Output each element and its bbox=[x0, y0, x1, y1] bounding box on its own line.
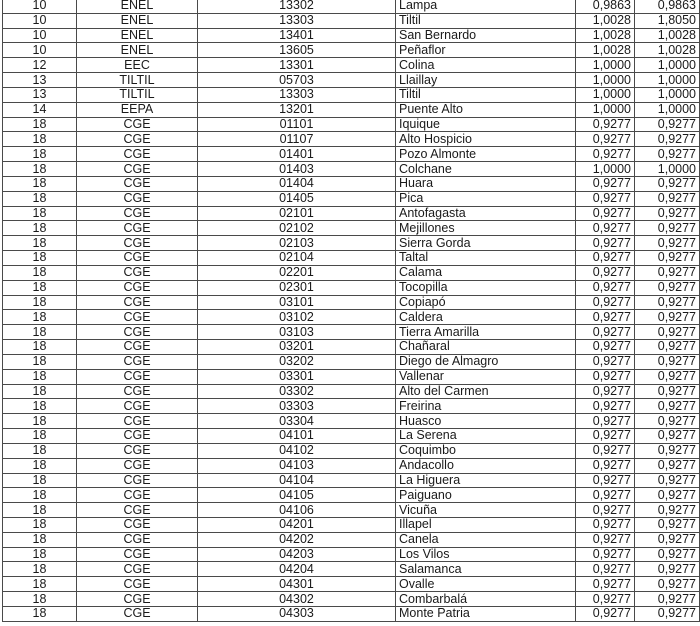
factor-1-cell: 0,9277 bbox=[576, 562, 635, 577]
group-cell: 18 bbox=[3, 473, 77, 488]
table-row bbox=[3, 147, 700, 162]
table-row bbox=[3, 73, 700, 88]
company-cell: CGE bbox=[77, 443, 198, 458]
factor-2-cell: 0,9277 bbox=[635, 532, 700, 547]
factor-2-cell: 1,0000 bbox=[635, 58, 700, 73]
group-cell: 18 bbox=[3, 295, 77, 310]
company-cell: CGE bbox=[77, 532, 198, 547]
group-cell: 18 bbox=[3, 399, 77, 414]
factor-2-cell: 0,9277 bbox=[635, 280, 700, 295]
commune-cell: Colina bbox=[396, 58, 576, 73]
group-cell: 18 bbox=[3, 606, 77, 621]
group-cell: 18 bbox=[3, 117, 77, 132]
commune-cell: Colchane bbox=[396, 162, 576, 177]
company-cell: CGE bbox=[77, 562, 198, 577]
factor-2-cell: 0,9277 bbox=[635, 399, 700, 414]
factor-2-cell: 0,9277 bbox=[635, 221, 700, 236]
factor-2-cell: 0,9277 bbox=[635, 429, 700, 444]
company-cell: CGE bbox=[77, 458, 198, 473]
commune-cell: Tocopilla bbox=[396, 280, 576, 295]
factor-1-cell: 1,0000 bbox=[576, 73, 635, 88]
tariff-table bbox=[2, 0, 700, 622]
commune-cell: Taltal bbox=[396, 251, 576, 266]
factor-2-cell: 0,9277 bbox=[635, 414, 700, 429]
code-cell: 03201 bbox=[198, 340, 396, 355]
table-row bbox=[3, 606, 700, 621]
factor-1-cell: 0,9277 bbox=[576, 310, 635, 325]
code-cell: 13302 bbox=[198, 0, 396, 13]
commune-cell: Huasco bbox=[396, 414, 576, 429]
commune-cell: Sierra Gorda bbox=[396, 236, 576, 251]
code-cell: 13401 bbox=[198, 28, 396, 43]
company-cell: CGE bbox=[77, 414, 198, 429]
group-cell: 18 bbox=[3, 488, 77, 503]
table-row bbox=[3, 0, 700, 13]
company-cell: CGE bbox=[77, 517, 198, 532]
factor-1-cell: 0,9277 bbox=[576, 265, 635, 280]
table-row bbox=[3, 176, 700, 191]
commune-cell: Tierra Amarilla bbox=[396, 325, 576, 340]
group-cell: 18 bbox=[3, 592, 77, 607]
factor-2-cell: 0,9277 bbox=[635, 117, 700, 132]
table-row bbox=[3, 458, 700, 473]
table-row bbox=[3, 191, 700, 206]
factor-2-cell: 0,9277 bbox=[635, 176, 700, 191]
code-cell: 04303 bbox=[198, 606, 396, 621]
company-cell: CGE bbox=[77, 354, 198, 369]
company-cell: CGE bbox=[77, 503, 198, 518]
group-cell: 18 bbox=[3, 325, 77, 340]
factor-2-cell: 0,9277 bbox=[635, 236, 700, 251]
commune-cell: Coquimbo bbox=[396, 443, 576, 458]
company-cell: CGE bbox=[77, 399, 198, 414]
code-cell: 01405 bbox=[198, 191, 396, 206]
company-cell: CGE bbox=[77, 369, 198, 384]
code-cell: 01107 bbox=[198, 132, 396, 147]
table-row bbox=[3, 251, 700, 266]
code-cell: 03103 bbox=[198, 325, 396, 340]
commune-cell: Lampa bbox=[396, 0, 576, 13]
factor-1-cell: 0,9277 bbox=[576, 280, 635, 295]
company-cell: CGE bbox=[77, 592, 198, 607]
table-row bbox=[3, 280, 700, 295]
factor-2-cell: 1,0000 bbox=[635, 87, 700, 102]
factor-2-cell: 0,9277 bbox=[635, 606, 700, 621]
table-row bbox=[3, 236, 700, 251]
table-row bbox=[3, 102, 700, 117]
company-cell: CGE bbox=[77, 325, 198, 340]
factor-2-cell: 0,9277 bbox=[635, 265, 700, 280]
code-cell: 04203 bbox=[198, 547, 396, 562]
factor-2-cell: 0,9277 bbox=[635, 443, 700, 458]
commune-cell: Calama bbox=[396, 265, 576, 280]
factor-1-cell: 0,9277 bbox=[576, 503, 635, 518]
factor-2-cell: 0,9277 bbox=[635, 517, 700, 532]
commune-cell: Tiltil bbox=[396, 87, 576, 102]
code-cell: 04103 bbox=[198, 458, 396, 473]
group-cell: 13 bbox=[3, 87, 77, 102]
table-body bbox=[3, 0, 700, 621]
factor-2-cell: 0,9277 bbox=[635, 562, 700, 577]
table-row bbox=[3, 87, 700, 102]
commune-cell: Chañaral bbox=[396, 340, 576, 355]
group-cell: 18 bbox=[3, 147, 77, 162]
table-row bbox=[3, 429, 700, 444]
group-cell: 12 bbox=[3, 58, 77, 73]
group-cell: 18 bbox=[3, 191, 77, 206]
factor-1-cell: 0,9277 bbox=[576, 384, 635, 399]
company-cell: CGE bbox=[77, 310, 198, 325]
company-cell: CGE bbox=[77, 547, 198, 562]
group-cell: 10 bbox=[3, 0, 77, 13]
factor-1-cell: 0,9277 bbox=[576, 488, 635, 503]
company-cell: EEC bbox=[77, 58, 198, 73]
table-row bbox=[3, 354, 700, 369]
table-row bbox=[3, 443, 700, 458]
group-cell: 18 bbox=[3, 354, 77, 369]
code-cell: 03304 bbox=[198, 414, 396, 429]
factor-1-cell: 1,0028 bbox=[576, 28, 635, 43]
factor-1-cell: 0,9277 bbox=[576, 147, 635, 162]
commune-cell: Los Vilos bbox=[396, 547, 576, 562]
factor-1-cell: 0,9277 bbox=[576, 117, 635, 132]
factor-1-cell: 0,9277 bbox=[576, 325, 635, 340]
group-cell: 10 bbox=[3, 43, 77, 58]
commune-cell: Combarbalá bbox=[396, 592, 576, 607]
factor-1-cell: 0,9277 bbox=[576, 251, 635, 266]
commune-cell: Salamanca bbox=[396, 562, 576, 577]
group-cell: 18 bbox=[3, 532, 77, 547]
group-cell: 18 bbox=[3, 280, 77, 295]
company-cell: CGE bbox=[77, 295, 198, 310]
factor-2-cell: 0,9277 bbox=[635, 295, 700, 310]
factor-2-cell: 0,9277 bbox=[635, 592, 700, 607]
table-row bbox=[3, 473, 700, 488]
code-cell: 03102 bbox=[198, 310, 396, 325]
commune-cell: Paiguano bbox=[396, 488, 576, 503]
factor-2-cell: 1,0000 bbox=[635, 162, 700, 177]
code-cell: 04301 bbox=[198, 577, 396, 592]
group-cell: 13 bbox=[3, 73, 77, 88]
company-cell: CGE bbox=[77, 162, 198, 177]
factor-2-cell: 0,9863 bbox=[635, 0, 700, 13]
factor-1-cell: 0,9277 bbox=[576, 473, 635, 488]
factor-2-cell: 0,9277 bbox=[635, 503, 700, 518]
code-cell: 02103 bbox=[198, 236, 396, 251]
factor-2-cell: 0,9277 bbox=[635, 132, 700, 147]
group-cell: 18 bbox=[3, 503, 77, 518]
group-cell: 18 bbox=[3, 310, 77, 325]
factor-1-cell: 0,9277 bbox=[576, 592, 635, 607]
company-cell: CGE bbox=[77, 147, 198, 162]
factor-1-cell: 0,9277 bbox=[576, 429, 635, 444]
table-row bbox=[3, 28, 700, 43]
table-row bbox=[3, 162, 700, 177]
group-cell: 18 bbox=[3, 429, 77, 444]
group-cell: 18 bbox=[3, 517, 77, 532]
factor-2-cell: 0,9277 bbox=[635, 354, 700, 369]
company-cell: EEPA bbox=[77, 102, 198, 117]
group-cell: 18 bbox=[3, 176, 77, 191]
factor-1-cell: 0,9277 bbox=[576, 458, 635, 473]
company-cell: CGE bbox=[77, 429, 198, 444]
company-cell: CGE bbox=[77, 280, 198, 295]
commune-cell: Copiapó bbox=[396, 295, 576, 310]
factor-2-cell: 1,8050 bbox=[635, 13, 700, 28]
commune-cell: Andacollo bbox=[396, 458, 576, 473]
code-cell: 04106 bbox=[198, 503, 396, 518]
code-cell: 02301 bbox=[198, 280, 396, 295]
group-cell: 14 bbox=[3, 102, 77, 117]
table-row bbox=[3, 295, 700, 310]
table-row bbox=[3, 43, 700, 58]
code-cell: 02102 bbox=[198, 221, 396, 236]
company-cell: ENEL bbox=[77, 28, 198, 43]
factor-2-cell: 0,9277 bbox=[635, 384, 700, 399]
factor-1-cell: 0,9277 bbox=[576, 532, 635, 547]
commune-cell: Canela bbox=[396, 532, 576, 547]
company-cell: TILTIL bbox=[77, 87, 198, 102]
table-row bbox=[3, 577, 700, 592]
commune-cell: Pozo Almonte bbox=[396, 147, 576, 162]
group-cell: 18 bbox=[3, 547, 77, 562]
code-cell: 04202 bbox=[198, 532, 396, 547]
company-cell: CGE bbox=[77, 191, 198, 206]
group-cell: 18 bbox=[3, 206, 77, 221]
table-row bbox=[3, 340, 700, 355]
table-row bbox=[3, 384, 700, 399]
commune-cell: Puente Alto bbox=[396, 102, 576, 117]
table-row bbox=[3, 532, 700, 547]
factor-2-cell: 0,9277 bbox=[635, 191, 700, 206]
factor-2-cell: 1,0000 bbox=[635, 73, 700, 88]
factor-1-cell: 1,0000 bbox=[576, 162, 635, 177]
commune-cell: Vicuña bbox=[396, 503, 576, 518]
table-row bbox=[3, 562, 700, 577]
company-cell: CGE bbox=[77, 132, 198, 147]
factor-1-cell: 0,9277 bbox=[576, 399, 635, 414]
factor-1-cell: 1,0000 bbox=[576, 58, 635, 73]
table-row bbox=[3, 517, 700, 532]
commune-cell: Monte Patria bbox=[396, 606, 576, 621]
company-cell: CGE bbox=[77, 265, 198, 280]
commune-cell: Iquique bbox=[396, 117, 576, 132]
factor-1-cell: 0,9277 bbox=[576, 414, 635, 429]
code-cell: 01404 bbox=[198, 176, 396, 191]
commune-cell: Tiltil bbox=[396, 13, 576, 28]
commune-cell: Pica bbox=[396, 191, 576, 206]
factor-2-cell: 0,9277 bbox=[635, 325, 700, 340]
factor-2-cell: 0,9277 bbox=[635, 577, 700, 592]
factor-1-cell: 0,9277 bbox=[576, 443, 635, 458]
commune-cell: Alto Hospicio bbox=[396, 132, 576, 147]
company-cell: CGE bbox=[77, 473, 198, 488]
commune-cell: Antofagasta bbox=[396, 206, 576, 221]
company-cell: CGE bbox=[77, 340, 198, 355]
table-row bbox=[3, 414, 700, 429]
code-cell: 03303 bbox=[198, 399, 396, 414]
code-cell: 13201 bbox=[198, 102, 396, 117]
factor-1-cell: 0,9277 bbox=[576, 369, 635, 384]
code-cell: 01403 bbox=[198, 162, 396, 177]
group-cell: 18 bbox=[3, 221, 77, 236]
group-cell: 18 bbox=[3, 458, 77, 473]
factor-1-cell: 0,9277 bbox=[576, 517, 635, 532]
commune-cell: La Higuera bbox=[396, 473, 576, 488]
code-cell: 03301 bbox=[198, 369, 396, 384]
code-cell: 13605 bbox=[198, 43, 396, 58]
table-row bbox=[3, 221, 700, 236]
code-cell: 13303 bbox=[198, 13, 396, 28]
factor-1-cell: 0,9277 bbox=[576, 577, 635, 592]
group-cell: 18 bbox=[3, 132, 77, 147]
group-cell: 18 bbox=[3, 265, 77, 280]
group-cell: 18 bbox=[3, 562, 77, 577]
group-cell: 18 bbox=[3, 577, 77, 592]
group-cell: 18 bbox=[3, 384, 77, 399]
factor-2-cell: 0,9277 bbox=[635, 251, 700, 266]
company-cell: TILTIL bbox=[77, 73, 198, 88]
code-cell: 04104 bbox=[198, 473, 396, 488]
factor-1-cell: 0,9277 bbox=[576, 354, 635, 369]
factor-2-cell: 1,0028 bbox=[635, 28, 700, 43]
group-cell: 18 bbox=[3, 443, 77, 458]
code-cell: 03101 bbox=[198, 295, 396, 310]
commune-cell: Alto del Carmen bbox=[396, 384, 576, 399]
commune-cell: Diego de Almagro bbox=[396, 354, 576, 369]
factor-2-cell: 0,9277 bbox=[635, 340, 700, 355]
factor-1-cell: 1,0000 bbox=[576, 102, 635, 117]
code-cell: 13303 bbox=[198, 87, 396, 102]
table-row bbox=[3, 488, 700, 503]
table-row bbox=[3, 117, 700, 132]
table-row bbox=[3, 132, 700, 147]
group-cell: 18 bbox=[3, 414, 77, 429]
factor-2-cell: 1,0000 bbox=[635, 102, 700, 117]
company-cell: CGE bbox=[77, 606, 198, 621]
table-row bbox=[3, 369, 700, 384]
commune-cell: Freirina bbox=[396, 399, 576, 414]
factor-2-cell: 0,9277 bbox=[635, 473, 700, 488]
group-cell: 10 bbox=[3, 28, 77, 43]
table-row bbox=[3, 206, 700, 221]
factor-1-cell: 0,9277 bbox=[576, 191, 635, 206]
commune-cell: Huara bbox=[396, 176, 576, 191]
factor-2-cell: 0,9277 bbox=[635, 206, 700, 221]
code-cell: 04101 bbox=[198, 429, 396, 444]
table-row bbox=[3, 399, 700, 414]
group-cell: 10 bbox=[3, 13, 77, 28]
table-row bbox=[3, 592, 700, 607]
factor-1-cell: 0,9277 bbox=[576, 295, 635, 310]
factor-1-cell: 0,9863 bbox=[576, 0, 635, 13]
group-cell: 18 bbox=[3, 236, 77, 251]
company-cell: CGE bbox=[77, 117, 198, 132]
factor-2-cell: 1,0028 bbox=[635, 43, 700, 58]
company-cell: ENEL bbox=[77, 0, 198, 13]
commune-cell: Ovalle bbox=[396, 577, 576, 592]
commune-cell: Peñaflor bbox=[396, 43, 576, 58]
factor-2-cell: 0,9277 bbox=[635, 369, 700, 384]
code-cell: 01101 bbox=[198, 117, 396, 132]
code-cell: 02201 bbox=[198, 265, 396, 280]
table-row bbox=[3, 310, 700, 325]
code-cell: 03202 bbox=[198, 354, 396, 369]
factor-1-cell: 0,9277 bbox=[576, 547, 635, 562]
factor-2-cell: 0,9277 bbox=[635, 488, 700, 503]
code-cell: 04201 bbox=[198, 517, 396, 532]
commune-cell: La Serena bbox=[396, 429, 576, 444]
factor-1-cell: 1,0000 bbox=[576, 87, 635, 102]
code-cell: 04102 bbox=[198, 443, 396, 458]
company-cell: ENEL bbox=[77, 43, 198, 58]
table-row bbox=[3, 13, 700, 28]
factor-1-cell: 0,9277 bbox=[576, 236, 635, 251]
factor-2-cell: 0,9277 bbox=[635, 310, 700, 325]
factor-1-cell: 0,9277 bbox=[576, 221, 635, 236]
commune-cell: San Bernardo bbox=[396, 28, 576, 43]
company-cell: CGE bbox=[77, 384, 198, 399]
code-cell: 02104 bbox=[198, 251, 396, 266]
factor-2-cell: 0,9277 bbox=[635, 147, 700, 162]
factor-1-cell: 0,9277 bbox=[576, 132, 635, 147]
company-cell: ENEL bbox=[77, 13, 198, 28]
company-cell: CGE bbox=[77, 221, 198, 236]
group-cell: 18 bbox=[3, 369, 77, 384]
commune-cell: Illapel bbox=[396, 517, 576, 532]
company-cell: CGE bbox=[77, 577, 198, 592]
code-cell: 13301 bbox=[198, 58, 396, 73]
code-cell: 04302 bbox=[198, 592, 396, 607]
company-cell: CGE bbox=[77, 236, 198, 251]
group-cell: 18 bbox=[3, 340, 77, 355]
commune-cell: Vallenar bbox=[396, 369, 576, 384]
factor-2-cell: 0,9277 bbox=[635, 458, 700, 473]
factor-1-cell: 0,9277 bbox=[576, 606, 635, 621]
company-cell: CGE bbox=[77, 488, 198, 503]
factor-1-cell: 1,0028 bbox=[576, 43, 635, 58]
group-cell: 18 bbox=[3, 162, 77, 177]
code-cell: 03302 bbox=[198, 384, 396, 399]
table-row bbox=[3, 547, 700, 562]
code-cell: 05703 bbox=[198, 73, 396, 88]
company-cell: CGE bbox=[77, 251, 198, 266]
factor-1-cell: 0,9277 bbox=[576, 206, 635, 221]
company-cell: CGE bbox=[77, 176, 198, 191]
factor-1-cell: 0,9277 bbox=[576, 340, 635, 355]
table-row bbox=[3, 503, 700, 518]
commune-cell: Llaillay bbox=[396, 73, 576, 88]
code-cell: 01401 bbox=[198, 147, 396, 162]
factor-1-cell: 0,9277 bbox=[576, 176, 635, 191]
company-cell: CGE bbox=[77, 206, 198, 221]
code-cell: 04204 bbox=[198, 562, 396, 577]
table-row bbox=[3, 265, 700, 280]
table-row bbox=[3, 325, 700, 340]
table-row bbox=[3, 58, 700, 73]
factor-1-cell: 1,0028 bbox=[576, 13, 635, 28]
code-cell: 02101 bbox=[198, 206, 396, 221]
commune-cell: Caldera bbox=[396, 310, 576, 325]
commune-cell: Mejillones bbox=[396, 221, 576, 236]
group-cell: 18 bbox=[3, 251, 77, 266]
factor-2-cell: 0,9277 bbox=[635, 547, 700, 562]
code-cell: 04105 bbox=[198, 488, 396, 503]
